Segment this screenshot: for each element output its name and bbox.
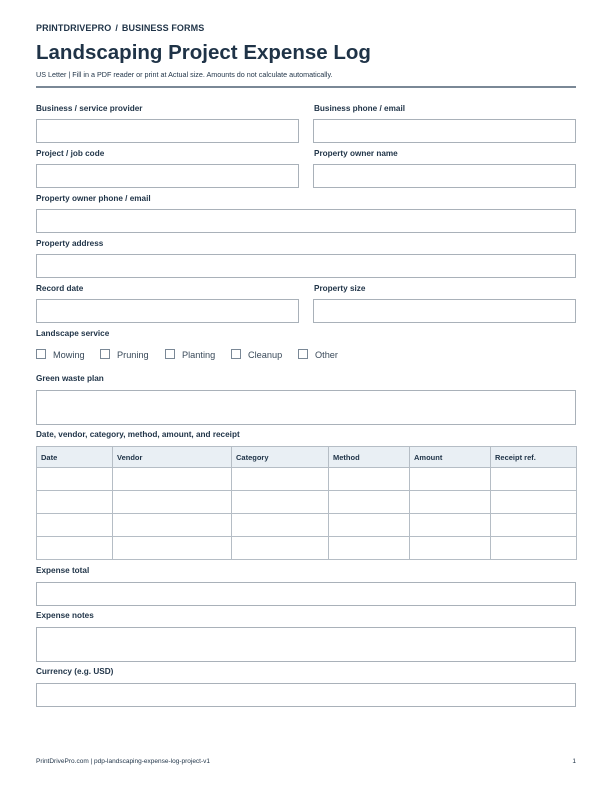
table-cell-receipt-ref[interactable] xyxy=(491,468,577,491)
project-code-field[interactable] xyxy=(36,164,299,188)
record-date-label: Record date xyxy=(36,284,84,293)
footer-text: PrintDrivePro.com | pdp-landscaping-expense-log-project-v1 xyxy=(36,758,211,765)
checkbox-icon[interactable] xyxy=(100,349,110,359)
checkbox-icon[interactable] xyxy=(231,349,241,359)
owner-contact-label: Property owner phone / email xyxy=(36,194,151,203)
service-option-label: Mowing xyxy=(53,350,85,360)
project-code-label: Project / job code xyxy=(36,149,105,158)
table-cell-vendor[interactable] xyxy=(113,514,232,537)
owner-name-label: Property owner name xyxy=(314,149,398,158)
owner-contact-field[interactable] xyxy=(36,209,576,233)
business-provider-field[interactable] xyxy=(36,119,299,143)
property-size-field[interactable] xyxy=(313,299,576,323)
checkbox-icon[interactable] xyxy=(298,349,308,359)
column-header-category: Category xyxy=(232,447,329,468)
column-header-amount: Amount xyxy=(410,447,491,468)
page-number: 1 xyxy=(572,758,576,765)
table-cell-amount[interactable] xyxy=(410,537,491,560)
table-cell-receipt-ref[interactable] xyxy=(491,491,577,514)
table-cell-category[interactable] xyxy=(232,468,329,491)
checkbox-icon[interactable] xyxy=(36,349,46,359)
service-option-label: Pruning xyxy=(117,350,149,360)
breadcrumb xyxy=(36,23,204,33)
expense-total-label: Expense total xyxy=(36,566,90,575)
service-option-label: Other xyxy=(315,350,338,360)
column-header-date: Date xyxy=(37,447,113,468)
table-cell-method[interactable] xyxy=(329,537,410,560)
table-row xyxy=(37,491,577,514)
expense-table-label: Date, vendor, category, method, amount, and receipt xyxy=(36,430,240,439)
table-cell-amount[interactable] xyxy=(410,514,491,537)
table-cell-date[interactable] xyxy=(37,514,113,537)
page-title: Landscaping Project Expense Log xyxy=(36,41,371,64)
column-header-receipt-ref: Receipt ref. xyxy=(491,447,577,468)
business-contact-field[interactable] xyxy=(313,119,576,143)
table-row xyxy=(37,514,577,537)
table-row xyxy=(37,537,577,560)
property-size-label: Property size xyxy=(314,284,366,293)
table-cell-receipt-ref[interactable] xyxy=(491,514,577,537)
expense-notes-field[interactable] xyxy=(36,627,576,662)
business-contact-label: Business phone / email xyxy=(314,104,405,113)
expense-table xyxy=(36,446,577,560)
table-row xyxy=(37,468,577,491)
currency-label: Currency (e.g. USD) xyxy=(36,667,114,676)
green-waste-plan-field[interactable] xyxy=(36,390,576,425)
property-address-label: Property address xyxy=(36,239,104,248)
table-header-row xyxy=(37,447,577,468)
table-cell-vendor[interactable] xyxy=(113,537,232,560)
table-cell-category[interactable] xyxy=(232,537,329,560)
table-cell-date[interactable] xyxy=(37,491,113,514)
table-cell-method[interactable] xyxy=(329,514,410,537)
table-cell-amount[interactable] xyxy=(410,468,491,491)
table-cell-method[interactable] xyxy=(329,468,410,491)
service-option-label: Cleanup xyxy=(248,350,283,360)
checkbox-icon[interactable] xyxy=(165,349,175,359)
table-cell-vendor[interactable] xyxy=(113,468,232,491)
business-provider-label: Business / service provider xyxy=(36,104,143,113)
breadcrumb-separator: / xyxy=(115,23,118,33)
column-header-vendor: Vendor xyxy=(113,447,232,468)
landscape-service-label: Landscape service xyxy=(36,329,110,338)
column-header-method: Method xyxy=(329,447,410,468)
table-cell-date[interactable] xyxy=(37,468,113,491)
table-cell-category[interactable] xyxy=(232,491,329,514)
table-cell-vendor[interactable] xyxy=(113,491,232,514)
expense-notes-label: Expense notes xyxy=(36,611,94,620)
green-waste-plan-label: Green waste plan xyxy=(36,374,104,383)
page-subtitle: US Letter | Fill in a PDF reader or print at Actual size. Amounts do not calculate automatically. xyxy=(36,70,333,79)
table-cell-category[interactable] xyxy=(232,514,329,537)
record-date-field[interactable] xyxy=(36,299,299,323)
table-cell-receipt-ref[interactable] xyxy=(491,537,577,560)
header-divider xyxy=(36,86,576,88)
brand-name: PRINTDRIVEPRO xyxy=(36,23,112,33)
service-option-label: Planting xyxy=(182,350,216,360)
table-cell-date[interactable] xyxy=(37,537,113,560)
property-address-field[interactable] xyxy=(36,254,576,278)
breadcrumb-category: BUSINESS FORMS xyxy=(121,23,205,33)
table-cell-amount[interactable] xyxy=(410,491,491,514)
table-cell-method[interactable] xyxy=(329,491,410,514)
currency-field[interactable] xyxy=(36,683,576,707)
expense-total-field[interactable] xyxy=(36,582,576,606)
owner-name-field[interactable] xyxy=(313,164,576,188)
